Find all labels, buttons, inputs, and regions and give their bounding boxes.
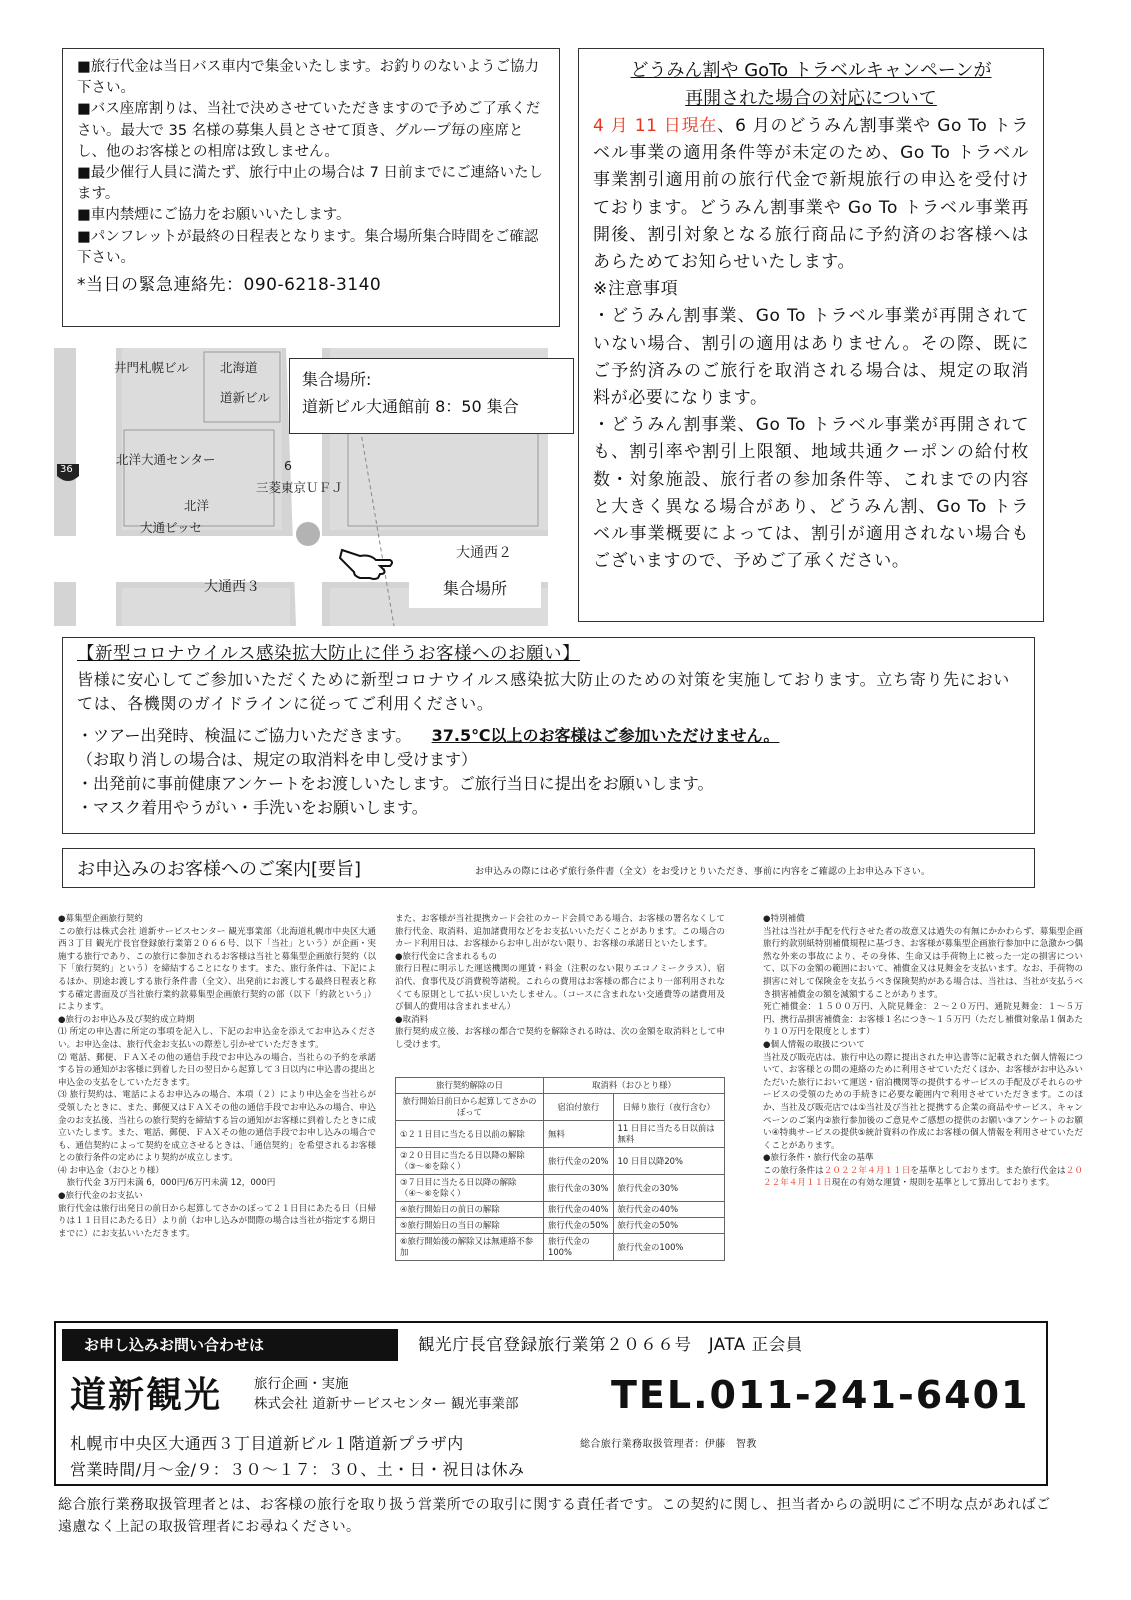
terms-basis-b: を基準としております。また旅行代金は (910, 1165, 1066, 1176)
fee-cell: 旅行代金の100% (544, 1234, 614, 1261)
covid-title: 【新型コロナウイルス感染拡大防止に伴うお客様へのお願い】 (77, 644, 580, 664)
fee-cell: 11 日目に当たる日以前は無料 (613, 1121, 724, 1148)
travel-manager: 総合旅行業務取扱管理者：伊藤 智教 (580, 1439, 757, 1450)
campaign-title-line1: どうみん割や GoTo トラベルキャンペーンが (630, 60, 992, 81)
terms-basis-date-1: ２０２２年４月１１日 (823, 1165, 911, 1176)
terms-basis-c: 現在の有効な運賃・規則を基準として算出しております。 (831, 1178, 1055, 1189)
fee-subheader-3: 日帰り旅行（夜行含む） (613, 1094, 724, 1121)
campaign-date: 4 月 11 日現在 (593, 116, 718, 136)
table-row (396, 1234, 725, 1261)
company-brand: 道新観光 (70, 1375, 223, 1416)
map-label-route: 36 (60, 464, 73, 475)
campaign-title-line2: 再開された場合の対応について (685, 88, 937, 109)
fee-cell: ⑤旅行開始日の当日の解除 (396, 1218, 544, 1234)
phone-number[interactable]: TEL.011-241-6401 (611, 1373, 1030, 1417)
fee-cell: 無料 (544, 1121, 614, 1148)
contact-tag: お申し込みお問い合わせは (62, 1329, 398, 1361)
fee-cell: 旅行代金の50% (544, 1218, 614, 1234)
terms-basis-a: この旅行条件は (763, 1165, 824, 1176)
note-smoking: ■ 車内禁煙にご協力をお願いいたします。 (77, 205, 549, 226)
planner-line-2: 株式会社 道新サービスセンター 観光事業部 (254, 1396, 519, 1412)
meeting-label: 集合場所: (302, 370, 372, 389)
fee-cell: 旅行代金の20% (544, 1148, 614, 1175)
map-label-hokuyo: 北洋 (184, 498, 210, 513)
terms-column-2: また、お客様が当社提携カード会社のカード会員である場合、お客様の署名なくして旅行代金、取消料、追加諸費用などをお支払いいただくことがあります。この場合のカード利用日は、お客様からお申し出がない限り、お客様の承諾日といたします。 ●旅行代金に含まれるもの 旅行日程に明示した運送機関の運賃・料金（注釈のない限りエコノミークラス）、宿泊代、食事代及び消費税等諸税。これらの費用はお客様の都合により一部利用されなくても原則として払い戻しいたしません。（コースに含まれない交通費等の諸費用及び個人的費用は含まれません） ●取消料 旅行契約成立後、お客様の都合で契約を解除される時は、次の金額を取消料として申し受けます。 (395, 914, 725, 1050)
fee-cell: 旅行代金の40% (613, 1202, 724, 1218)
map-label-mufg: 三菱東京ＵＦＪ (256, 480, 344, 495)
map-label-doshin: 道新ビル (220, 390, 271, 405)
campaign-box (578, 48, 1044, 622)
terms-basis-date-2: ２０２２年４月１１日 (763, 1165, 1083, 1189)
campaign-note-2: ・どうみん割事業、Go To トラベル事業が再開されても、割引率や割引上限額、地域共通クーポンの給付枚数・対象施設、旅行者の参加条件等、これまでの内容と大きく異なる場合があり、どうみん割、Go To トラベル事業概要によっては、割引が適用されない場合もございますので、予めご了承ください。 (593, 415, 1029, 572)
fee-cell: ④旅行開始日の前日の解除 (396, 1202, 544, 1218)
table-row (396, 1121, 725, 1148)
map-label-odori3: 大通西３ (204, 579, 260, 595)
covid-bullet-1: ・ツアー出発時、検温にご協力いただきます。 (77, 726, 412, 745)
terms-column-3 (763, 913, 1083, 1190)
registration-number: 観光庁長官登録旅行業第２０６６号 JATA 正会員 (418, 1335, 803, 1354)
campaign-intro: 、6 月のどうみん割事業や Go To トラベル事業の適用条件等が未定のため、Go To トラベル事業割引適用前の旅行代金で新規旅行の申込を受付けております。どうみん割事業や Go To トラベル事業再開後、割引対象となる旅行商品に予約済のお客様へはあらためてお知らせいたします。 (593, 116, 1029, 273)
cancellation-fee-table (395, 1077, 725, 1261)
guide-title: お申込みのお客様へのご案内[要旨] (77, 859, 362, 880)
contact-box (54, 1321, 1048, 1486)
map-label-6: 6 (284, 458, 292, 473)
table-row (396, 1218, 725, 1234)
footer-note: 総合旅行業務取扱管理者とは、お客様の旅行を取り扱う営業所での取引に関する責任者です。この契約に関し、担当者からの説明にご不明な点があればご遠慮なく上記の取扱管理者にお尋ねください。 (58, 1497, 1051, 1535)
terms-column-1: ●募集型企画旅行契約 この旅行は株式会社 道新サービスセンター 観光事業部（北海道札幌市中央区大通西３丁目 観光庁長官登録旅行業第２０６６号、以下「当社」という）が企画・実施する旅行であり、この旅行に参加されるお客様は当社と募集型企画旅行契約（以下「旅行契約」という）を締結することになります。また、旅行条件は、下記によるほか、別途お渡しする旅行条件書（全文）、出発前にお渡しする最終日程表と称する確定書面及び当社旅行業約款募集型企画旅行契約の部（以下「約款という」）によります。 ●旅行のお申込み及び契約成立時期 ⑴ 所定の申込書に所定の事項を記入し、下記のお申込金を添えてお申込みください。お申込金は、旅行代金お支払いの際差し引かせていただきます。 ⑵ 電話、郵便、ＦＡＸその他の通信手段でお申込みの場合、当社らの予約を承諾する旨の通知がお客様に到着した日の翌日から起算して３日以内に申込書の提出と申込金の支払をしていただきます。 ⑶ 旅行契約は、電話によるお申込みの場合、本項（２）により申込金を当社らが受領したときに、また、郵便又はＦＡＸその他の通信手段でお申込みの場合、申込金のお支払後、当社らの旅行契約を締結する旨の通知がお客様に到着したときに成立いたします。また、電話、郵便、ＦＡＸその他の通信手段でお申し込みの場合でも、通信契約によって契約を成立させるときは、「通信契約」を希望されるお客様との旅行条件の定めにより契約が成立します。 ⑷ お申込金（おひとり様） 旅行代金 3万円未満 6，000円/6万円未満 12，000円 ●旅行代金のお支払い 旅行代金は旅行出発日の前日から起算してさかのぼって２１日目にあたる日（日帰りは１１日目にあたる日）より前（お申し込みが間際の場合は当社が指定する期日までに）にお支払いいただきます。 (58, 914, 376, 1239)
note-seating: ■ バス座席割りは、当社で決めさせていただきますので予めご了承ください。最大で 35 名様の募集人員とさせて頂き、グループ毎の座席とし、他のお客様との相席は致しません。 (77, 99, 549, 163)
fee-cell: ⑥旅行開始後の解除又は無連絡不参加 (396, 1234, 544, 1261)
note-payment: ■ 旅行代金は当日バス車内で集金いたします。お釣りのないようご協力下さい。 (77, 57, 549, 99)
fee-header-fee: 取消料（おひとり様） (544, 1078, 725, 1094)
fee-cell: 旅行代金の50% (613, 1218, 724, 1234)
campaign-note-head: ※注意事項 (593, 279, 679, 300)
fee-subheader-1: 旅行開始日前日から起算してさかのぼって (396, 1094, 544, 1121)
table-row (396, 1148, 725, 1175)
fee-cell: ③７日目に当たる日以降の解除（④〜⑥を除く） (396, 1175, 544, 1202)
meeting-point-tag: 集合場所 (409, 570, 541, 608)
fee-header-date: 旅行契約解除の日 (396, 1078, 544, 1094)
note-pamphlet: ■ パンフレットが最終の日程表となります。集合場所集合時間をご確認下さい。 (77, 227, 549, 269)
covid-temperature-warning: 37.5℃以上のお客様はご参加いただけません。 (431, 726, 780, 745)
map-label-hokuyo-center: 北洋大通センター (116, 452, 216, 467)
planner-line-1: 旅行企画・実施 (254, 1376, 349, 1392)
fee-cell: 旅行代金の30% (544, 1175, 614, 1202)
fee-subheader-2: 宿泊付旅行 (544, 1094, 614, 1121)
campaign-body (593, 113, 1029, 575)
covid-bullet-mask: ・マスク着用やうがい・手洗いをお願いします。 (77, 798, 428, 817)
note-minimum: ■ 最少催行人員に満たず、旅行中止の場合は 7 日前までにご連絡いたします。 (77, 163, 549, 205)
covid-notice-box (62, 637, 1035, 834)
map-label-odori2: 大通西２ (456, 545, 512, 561)
fee-cell: ②２０日目に当たる日以降の解除（③〜⑥を除く） (396, 1148, 544, 1175)
fee-cell: 旅行代金の100% (613, 1234, 724, 1261)
terms-column-3-main: ●特別補償 当社は当社が手配を代行させた者の故意又は過失の有無にかかわらず、募集型企画旅行約款別紙特別補償規程に基づき、お客様が募集型企画旅行参加中に急激かつ偶然な外来の事故により、その身体、生命又は手荷物上に被った一定の損害について、以下の金額の範囲において、補償金又は見舞金を支払います。なお、手荷物の損害に対して保険金を支払うべき保険契約がある場合は、当社は、当社が支払うべき損害補償金の額を減額することがあります。 死亡補償金：１５００万円、入院見舞金：２〜２０万円、通院見舞金：１〜５万円、携行品損害補償金：お客様１名につき〜１５万円（ただし補償対象品１個あたり１０万円を限度とします） ●個人情報の取扱について 当社及び販売店は、旅行申込の際に提出された申込書等に記載された個人情報について、お客様との間の連絡のために利用させていただくほか、お客様がお申込みいただいた旅行において運送・宿泊機関等の提供するサービスの手配及びそれらのサービスの受領のための手続きに必要な範囲内で利用させていただきます。このほか、当社及び販売店では①当社及び当社と提携する企業の商品やサービス、キャンペーンのご案内②旅行参加後のご意見やご感想の提供のお願い③アンケートのお願い④特典サービスの提供⑤統計資料の作成にお客様の個人情報を利用させていただくことがあります。 ●旅行条件・旅行代金の基準 (763, 914, 1083, 1164)
guide-note: お申込みの際には必ず旅行条件書（全文）をお受けとりいただき、事前に内容をご確認の上お申込み下さい。 (475, 867, 931, 877)
map-label-imon: 井門札幌ビル (114, 360, 190, 375)
emergency-contact: *当日の緊急連絡先：090-6218-3140 (77, 275, 382, 296)
meeting-place: 道新ビル大通館前 8：50 集合 (302, 397, 519, 416)
campaign-note-1: ・どうみん割事業、Go To トラベル事業が再開されていない場合、割引の適用はありません。その際、既にご予約済みのご旅行を取消される場合は、規定の取消料が必要になります。 (593, 306, 1029, 409)
meeting-place-callout (289, 358, 574, 434)
campaign-title (593, 57, 1029, 113)
map-label-hokkaido: 北海道 (220, 360, 258, 375)
company-address: 札幌市中央区大通西３丁目道新ビル１階道新プラザ内 (70, 1434, 464, 1453)
table-row (396, 1202, 725, 1218)
fee-cell: ①２１日目に当たる日以前の解除 (396, 1121, 544, 1148)
fee-cell: 旅行代金の30% (613, 1175, 724, 1202)
terms-basis (763, 1165, 1083, 1190)
map-label-pizze: 大通ビッセ (140, 520, 203, 535)
fee-cell: 旅行代金の40% (544, 1202, 614, 1218)
business-hours: 営業時間/月〜金/９：３０〜１７：３０、土・日・祝日は休み (70, 1460, 525, 1479)
covid-body: 皆様に安心してご参加いただくために新型コロナウイルス感染拡大防止のための対策を実施しております。立ち寄り先においては、各機関のガイドラインに従ってご利用ください。 (77, 670, 1010, 713)
covid-bullet-temperature (77, 724, 1020, 748)
covid-cancel-note: （お取り消しの場合は、規定の取消料を申し受けます） (77, 750, 478, 769)
trip-notes-box (62, 48, 560, 327)
guide-header (62, 848, 1035, 888)
fee-cell: 10 日目以降20% (613, 1148, 724, 1175)
covid-bullet-survey: ・出発前に事前健康アンケートをお渡しいたします。ご旅行当日に提出をお願いします。 (77, 774, 714, 793)
planner-info (254, 1374, 519, 1414)
table-row (396, 1175, 725, 1202)
